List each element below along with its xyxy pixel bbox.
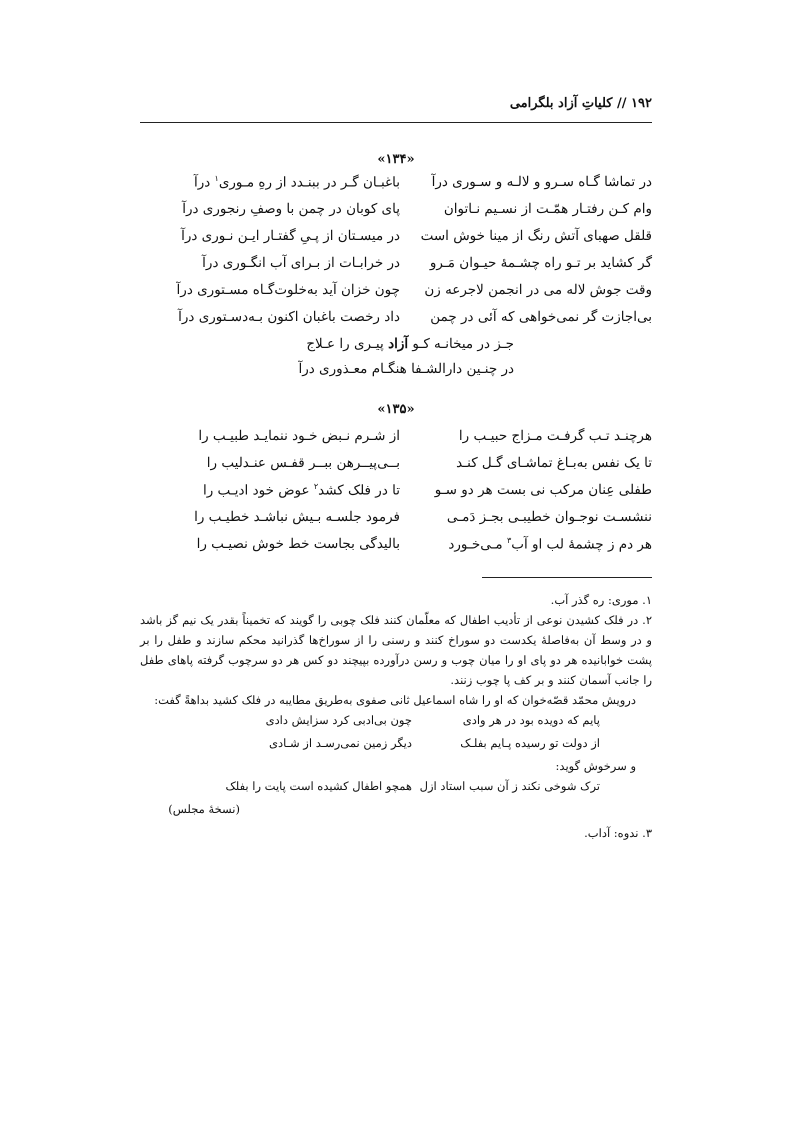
footnote-rule	[482, 577, 652, 578]
footnote-couplet	[140, 733, 652, 756]
footnote-2-intro: درویش محمّد قصّه‌خوان که او را شاه اسماعیل ثانی صفوی به‌طریق مطایبه در فلک کشید بداهةً گفت:	[154, 693, 636, 707]
footnote-couplet	[140, 776, 652, 799]
hemistich: تا در فلک کشد$^۲$ عوض خود ادیـب را	[203, 482, 400, 499]
hemistich: پای کوبان در چمن با وصفِ رنجوری درآ	[182, 201, 400, 217]
hemistich: پایم که دویده بود در هر وادی	[462, 713, 600, 727]
hemistich: باغبـان گـر در ببنـدد از رهِ مـوری$^۱$ درآ	[193, 174, 400, 191]
footnote-2-mid: و سرخوش گوید:	[555, 759, 636, 773]
hemistich: چون بی‌ادبی کرد سزایش دادی	[265, 713, 412, 727]
couplet	[140, 482, 652, 509]
hemistich: از دولت تو رسیده پـایم بفلـک	[460, 736, 600, 750]
hemistich: بالیدگی بجاست خط خوش نصیـب را	[196, 536, 400, 552]
footnotes	[140, 590, 652, 843]
header-separator: //	[617, 96, 627, 111]
hemistich: در چنـین دارالشـفا هنگـام معـذوری درآ	[298, 361, 514, 377]
hemistich: از شـرم نـبض خـود ننمایـد طبیـب را	[198, 428, 400, 444]
couplet	[140, 309, 652, 336]
couplet	[140, 228, 652, 255]
poem-number-134: «۱۳۴»	[377, 152, 415, 167]
hemistich: قلقل صهبای آتش رنگ از مینا خوش است	[420, 228, 652, 244]
page-number: ۱۹۲	[631, 96, 652, 111]
footnote-marker: ۲	[313, 482, 319, 491]
footnote-marker: ۱	[214, 174, 219, 183]
footnote-couplet	[140, 710, 652, 733]
book-title: کلیاتِ آزاد بلگرامی	[509, 96, 613, 111]
hemistich: ترک شوخی نکند ز آن سبب استاد ازل	[419, 779, 600, 793]
hemistich: بــی‌پیــرهن ببــر قفـس عنـدلیب را	[206, 455, 400, 471]
couplet	[140, 428, 652, 455]
hemistich: همچو اطفال کشیده است پایت را بفلک	[225, 779, 412, 793]
footnote-2: ۲. در فلک کشیدن نوعی از تأدیب اطفال که معلّمان کنند فلک چوبی را گویند که تخمیناً بقدر یک نیم گز باشد و در وسط آن به‌فاصلۀ یکدست دو سوراخ کنند و رسنی را از سوراخ‌ها گذرانید محکم سازند و طفل را بر پشت خوابانیده هر دو پای او را میان چوب و رسن درآورده بپیچند دو کس هر دو سرچوب گرفته پاهای طفل را جانب آسمان کنند و بر کف پا چوب زنند.	[140, 613, 652, 687]
hemistich: چون خزان آید به‌خلوت‌گـاه مسـتوری درآ	[176, 282, 400, 298]
hemistich: فرمود جلسـه بـیش نباشـد خطیـب را	[194, 509, 400, 525]
hemistich: در تماشا گـاه سـرو و لالـه و سـوری درآ	[431, 174, 652, 190]
hemistich: تا یک نفس به‌بـاغ تماشـای گـل کنـد	[456, 455, 652, 471]
hemistich: جـز در میخانـه کـو آزاد پیـری را عـلاج	[306, 336, 514, 352]
hemistich: دیگر زمین نمی‌رسـد از شـادی	[269, 736, 412, 750]
pen-name: آزاد	[388, 336, 409, 352]
hemistich: هر دم ز چشمۀ لب او آب$^۳$ مـی‌خـورد	[448, 536, 652, 553]
hemistich: هرچنـد تـب گرفـت مـزاج حبیـب را	[458, 428, 652, 444]
footnote-1: ۱. موری: ره گذر آب.	[550, 593, 652, 607]
hemistich: ننشسـت نوجـوان خطیبـی بجـز دَمـی	[446, 509, 652, 525]
footnote-3: ۳. ندوه: آداب.	[584, 826, 652, 840]
closing-couplet	[140, 336, 652, 390]
footnote-marker: ۳	[506, 536, 512, 545]
running-header	[140, 96, 652, 111]
hemistich: طفلی عِنان مرکب نی بست هر دو سـو	[434, 482, 652, 498]
header-rule	[140, 122, 652, 123]
poem-number-135: «۱۳۵»	[377, 402, 415, 417]
poem-135	[140, 428, 652, 563]
hemistich: داد رخصت باغبان اکنون بـه‌دسـتوری درآ	[178, 309, 400, 325]
couplet	[140, 201, 652, 228]
hemistich: گر کشاید بر تـو راه چشـمۀ حیـوان مَـرو	[429, 255, 652, 271]
hemistich: وقت جوش لاله می در انجمن لاجرعه زن	[424, 282, 652, 298]
couplet	[140, 536, 652, 563]
hemistich: در میسـتان از پـیِ گفتـار ایـن نـوری درآ	[181, 228, 400, 244]
poem-134	[140, 174, 652, 390]
couplet	[140, 255, 652, 282]
couplet	[140, 174, 652, 201]
footnote-source: (نسخۀ مجلس)	[168, 802, 240, 816]
couplet	[140, 282, 652, 309]
couplet	[140, 509, 652, 536]
couplet	[140, 455, 652, 482]
hemistich: در خرابـات از بـرای آب انگـوری درآ	[202, 255, 400, 271]
hemistich: بی‌اجازت گر نمی‌خواهی که آئی در چمن	[430, 309, 652, 325]
hemistich: وام کـن رفتـار همّـت از نسـیم نـاتوان	[443, 201, 652, 217]
